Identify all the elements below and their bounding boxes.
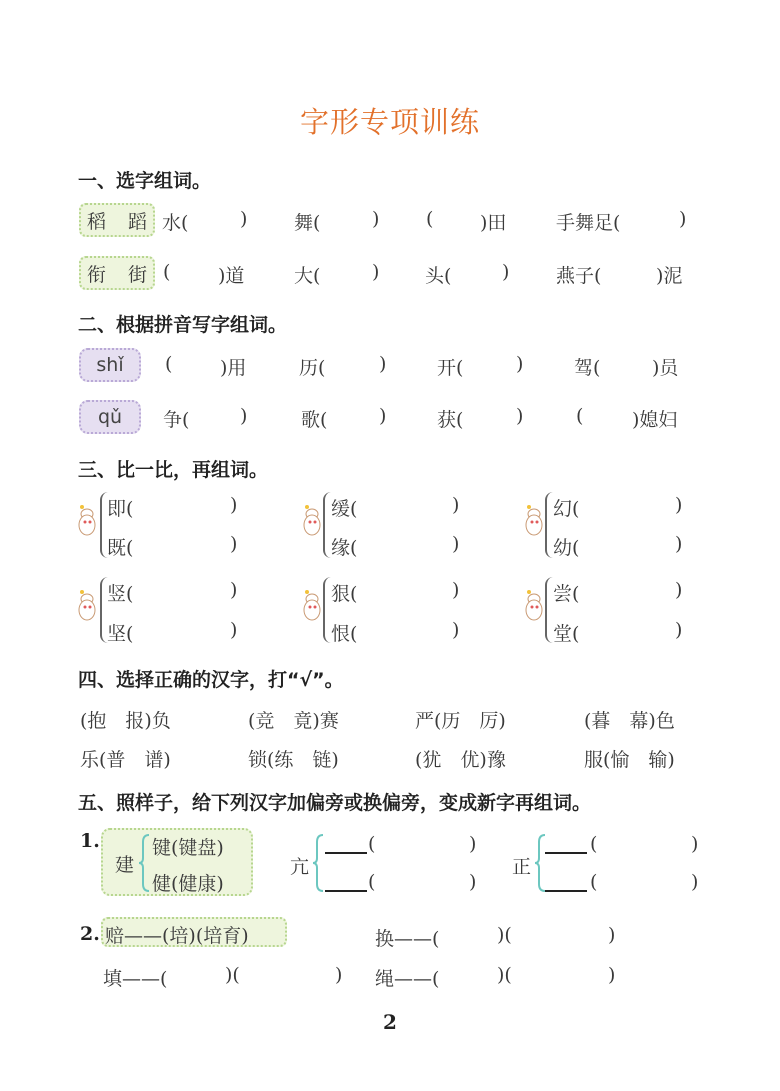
blank-prefix: 歌( (301, 409, 328, 431)
answer-blank[interactable]: ) (379, 353, 387, 375)
paren-open: ( (368, 871, 376, 893)
answer-blank[interactable]: ) (516, 353, 524, 375)
section2-heading: 二、根据拼音写字组词。 (78, 314, 288, 336)
answer-blank[interactable]: ) (240, 208, 248, 230)
blank-prefix: 争( (163, 409, 190, 431)
answer-blank[interactable]: ) (452, 494, 460, 516)
section1-heading: 一、选字组词。 (78, 170, 212, 192)
section5-heading: 五、照样子，给下列汉字加偏旁或换偏旁，变成新字再组词。 (78, 792, 592, 814)
answer-blank[interactable]: ( (426, 208, 434, 230)
blank-prefix: 获( (437, 409, 464, 431)
answer-blank[interactable]: )( (225, 964, 240, 986)
blank-prefix: 燕子( (556, 265, 602, 287)
pinyin-chip: qǔ (79, 400, 141, 434)
blank-suffix: )媳妇 (632, 409, 678, 431)
choice-item[interactable]: (暮 幕)色 (584, 710, 675, 732)
blank-prefix: 手舞足( (556, 212, 621, 234)
blank-prefix: 大( (294, 265, 321, 287)
answer-line[interactable] (545, 890, 587, 892)
pinyin-chip: shǐ (79, 348, 141, 382)
compare-char: 竖( (107, 583, 134, 605)
mascot-icon (77, 504, 99, 538)
answer-blank[interactable]: ) (469, 871, 477, 893)
choice-item[interactable]: (竞 竟)赛 (248, 710, 339, 732)
chip-char: 街 (127, 263, 147, 286)
example-text: 赔——(培)(培育) (105, 925, 249, 947)
compare-char: 狠( (331, 583, 358, 605)
brace-icon (534, 834, 546, 892)
answer-blank[interactable]: ) (372, 208, 380, 230)
blank-prefix: 舞( (294, 212, 321, 234)
answer-line[interactable] (325, 890, 367, 892)
compare-char: 坚( (107, 623, 134, 645)
blank-prefix: 开( (437, 357, 464, 379)
mascot-icon (524, 504, 546, 538)
answer-blank[interactable]: ) (675, 494, 683, 516)
answer-blank[interactable]: ) (502, 261, 510, 283)
answer-blank[interactable]: ) (240, 405, 248, 427)
answer-blank[interactable]: ( (165, 353, 173, 375)
paren-open: ( (590, 833, 598, 855)
compare-char: 堂( (553, 623, 580, 645)
blank-suffix: )道 (218, 265, 245, 287)
blank-prefix: 头( (425, 265, 452, 287)
item-number: 1. (80, 830, 100, 852)
compare-char: 即( (107, 498, 134, 520)
answer-blank[interactable]: ) (452, 619, 460, 641)
task-prefix: 绳——( (375, 968, 440, 990)
blank-suffix: )员 (652, 357, 679, 379)
page-number: 2 (383, 1010, 397, 1034)
mascot-icon (302, 589, 324, 623)
answer-blank[interactable]: ) (679, 208, 687, 230)
example-base-char: 建 (115, 854, 135, 876)
compare-char: 幼( (553, 537, 580, 559)
answer-blank[interactable]: ) (675, 619, 683, 641)
compare-char: 缘( (331, 537, 358, 559)
char-choice-chip (79, 203, 155, 237)
blank-suffix: )田 (480, 212, 507, 234)
task-prefix: 填——( (103, 968, 168, 990)
task-prefix: 换——( (375, 928, 440, 950)
choice-item[interactable]: 服(愉 输) (584, 749, 675, 771)
chip-char: 蹈 (127, 210, 147, 233)
answer-line[interactable] (545, 852, 587, 854)
chip-char: 衔 (87, 263, 107, 286)
answer-blank[interactable]: ) (608, 924, 616, 946)
compare-char: 既( (107, 537, 134, 559)
blank-prefix: 驾( (574, 357, 601, 379)
answer-blank[interactable]: ) (230, 619, 238, 641)
answer-blank[interactable]: ( (163, 261, 171, 283)
answer-blank[interactable]: ) (452, 579, 460, 601)
answer-blank[interactable]: ) (230, 533, 238, 555)
answer-blank[interactable]: ) (230, 494, 238, 516)
answer-blank[interactable]: ) (452, 533, 460, 555)
answer-blank[interactable]: ) (675, 579, 683, 601)
compare-char: 幻( (553, 498, 580, 520)
section4-heading: 四、选择正确的汉字，打“√”。 (78, 669, 344, 691)
base-char: 正 (512, 856, 532, 878)
mascot-icon (524, 589, 546, 623)
compare-char: 恨( (331, 623, 358, 645)
answer-blank[interactable]: ) (691, 833, 699, 855)
answer-blank[interactable]: ) (379, 405, 387, 427)
choice-item[interactable]: 锁(练 链) (248, 749, 339, 771)
base-char: 亢 (290, 856, 310, 878)
answer-blank[interactable]: )( (497, 964, 512, 986)
answer-blank[interactable]: ) (516, 405, 524, 427)
answer-blank[interactable]: )( (497, 924, 512, 946)
example-bottom: 健(健康) (152, 873, 224, 895)
section3-heading: 三、比一比，再组词。 (78, 459, 269, 481)
answer-line[interactable] (325, 852, 367, 854)
compare-char: 尝( (553, 583, 580, 605)
page-title: 字形专项训练 (299, 105, 480, 139)
answer-blank[interactable]: ) (691, 871, 699, 893)
answer-blank[interactable]: ) (469, 833, 477, 855)
blank-prefix: ( (576, 405, 584, 427)
blank-prefix: 历( (299, 357, 326, 379)
choice-item[interactable]: 严(历 厉) (415, 710, 506, 732)
chip-char: 稻 (87, 210, 107, 233)
paren-open: ( (368, 833, 376, 855)
brace-icon (138, 834, 150, 892)
answer-blank[interactable]: ) (335, 964, 343, 986)
answer-blank[interactable]: ) (372, 261, 380, 283)
choice-item[interactable]: (犹 优)豫 (415, 749, 506, 771)
brace-icon (312, 834, 324, 892)
char-choice-chip (79, 256, 155, 290)
choice-item[interactable]: 乐(普 谱) (80, 749, 171, 771)
paren-open: ( (590, 871, 598, 893)
answer-blank[interactable]: ) (230, 579, 238, 601)
answer-blank[interactable]: ) (608, 964, 616, 986)
example-top: 键(键盘) (152, 837, 224, 859)
blank-prefix: 水( (162, 212, 189, 234)
mascot-icon (77, 589, 99, 623)
blank-suffix: )泥 (656, 265, 683, 287)
answer-blank[interactable]: ) (675, 533, 683, 555)
blank-suffix: )用 (220, 357, 247, 379)
choice-item[interactable]: (抱 报)负 (80, 710, 171, 732)
compare-char: 缓( (331, 498, 358, 520)
mascot-icon (302, 504, 324, 538)
item-number: 2. (80, 923, 100, 945)
